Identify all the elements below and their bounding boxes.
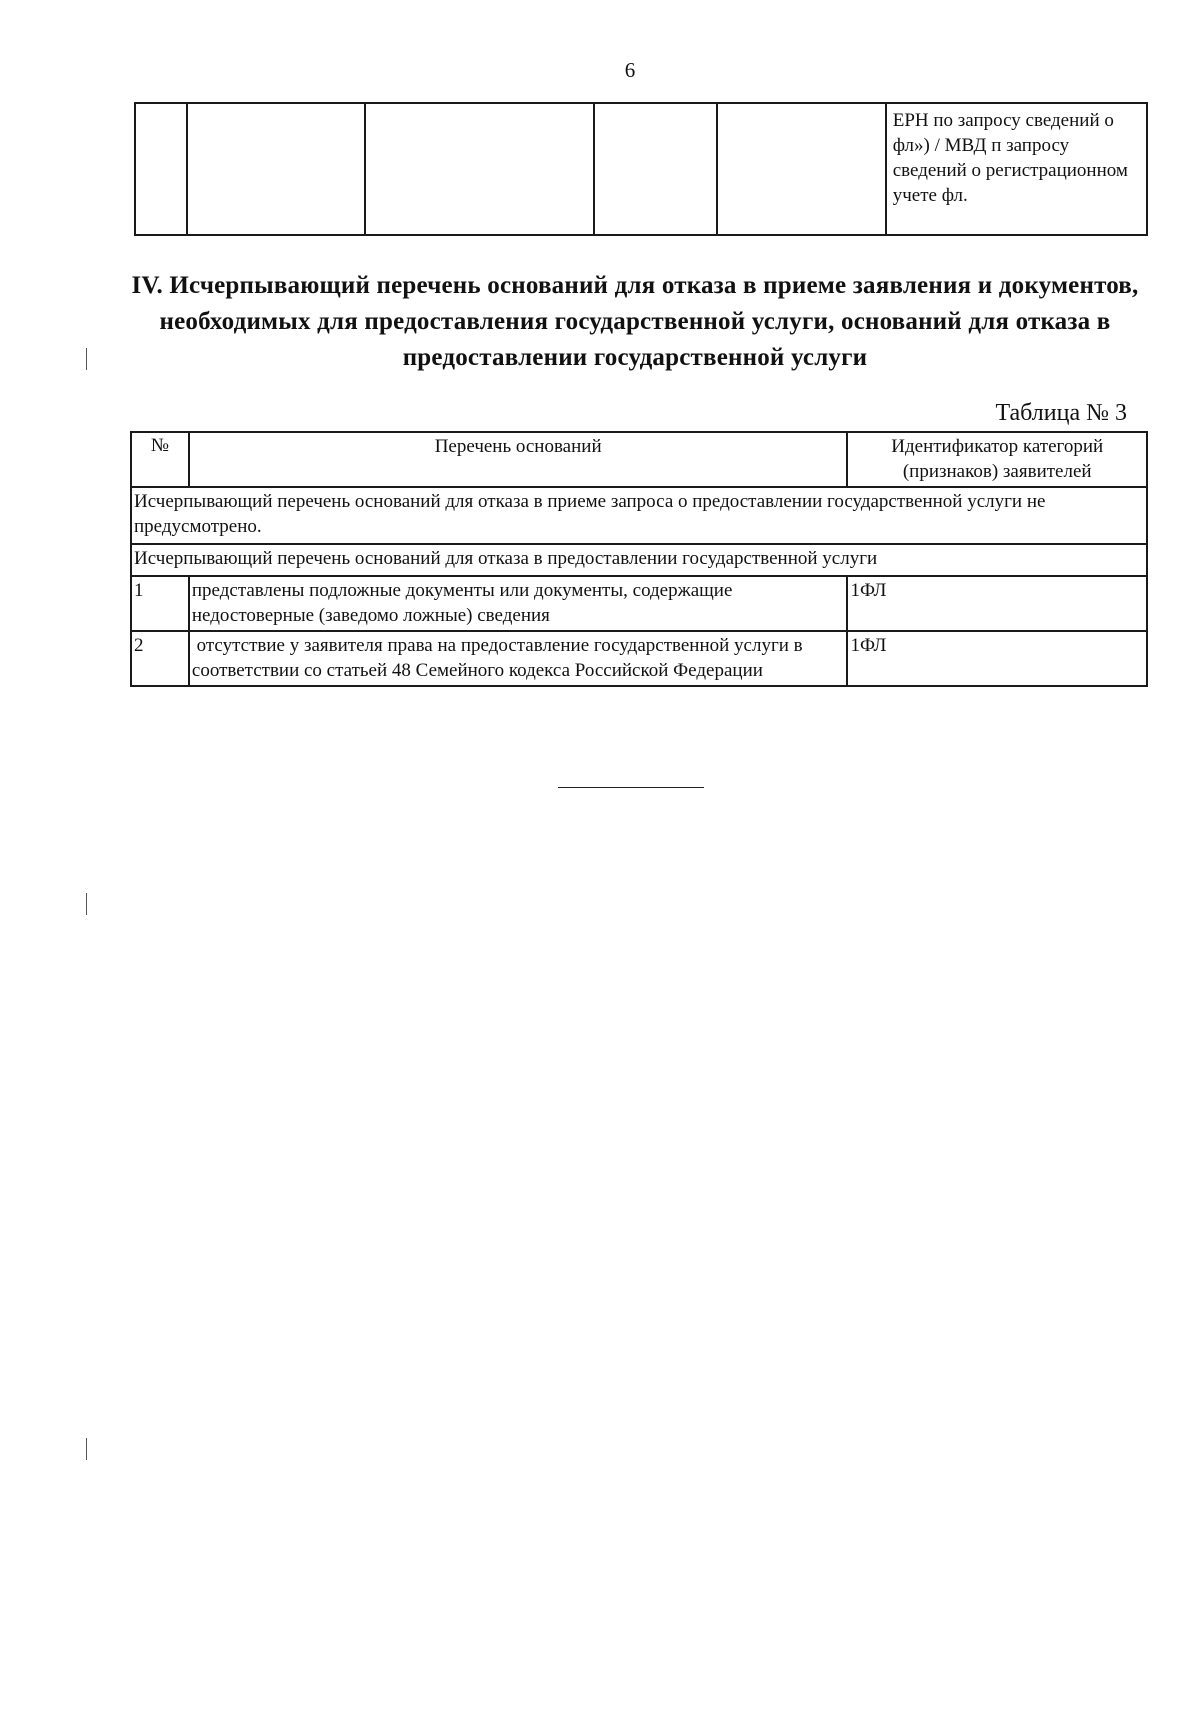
empty-cell (717, 103, 886, 235)
continuation-table (134, 102, 1148, 236)
table-row (131, 576, 1147, 631)
group-heading-refusal: Исчерпывающий перечень оснований для отказа в предоставлении государственной услуги (131, 544, 1147, 576)
empty-cell (187, 103, 366, 235)
footer-divider (558, 787, 704, 788)
scan-margin-mark (86, 348, 87, 370)
table-row (131, 487, 1147, 544)
header-number: № (131, 432, 189, 487)
section-title: IV. Исчерпывающий перечень оснований для отказа в приеме заявления и документов, необходимых для предоставления государственной услуги, оснований для отказа в предоставлении государственной услуги (131, 272, 1139, 371)
header-list-of-grounds: Перечень оснований (189, 432, 848, 487)
empty-cell (135, 103, 187, 235)
empty-cell (594, 103, 717, 235)
continuation-cell (886, 103, 1147, 235)
continuation-text: ЕРН по запросу сведений о фл») / МВД п запросу сведений о регистрационном учете фл. (892, 110, 1128, 206)
scan-margin-mark (86, 1438, 87, 1460)
table-label: Таблица № 3 (995, 400, 1127, 426)
table-row (131, 631, 1147, 686)
page-number: 6 (624, 58, 636, 82)
table-row (131, 544, 1147, 576)
group-heading-reception: Исчерпывающий перечень оснований для отказа в приеме запроса о предоставлении государственной услуги не предусмотрено. (131, 487, 1147, 544)
header-applicant-identifier: Идентификатор категорий (признаков) заявителей (847, 432, 1147, 487)
table-row (135, 103, 1147, 235)
grounds-table (130, 431, 1148, 687)
scan-margin-mark (86, 893, 87, 915)
row-number: 2 (131, 631, 189, 686)
row-identifier: 1ФЛ (847, 576, 1147, 631)
row-ground-text: представлены подложные документы или документы, содержащие недостоверные (заведомо ложные) сведения (189, 576, 848, 631)
row-ground-text: отсутствие у заявителя права на предоставление государственной услуги в соответствии со статьей 48 Семейного кодекса Российской Федерации (189, 631, 848, 686)
table-header-row (131, 432, 1147, 487)
row-number: 1 (131, 576, 189, 631)
empty-cell (365, 103, 593, 235)
row-identifier: 1ФЛ (847, 631, 1147, 686)
